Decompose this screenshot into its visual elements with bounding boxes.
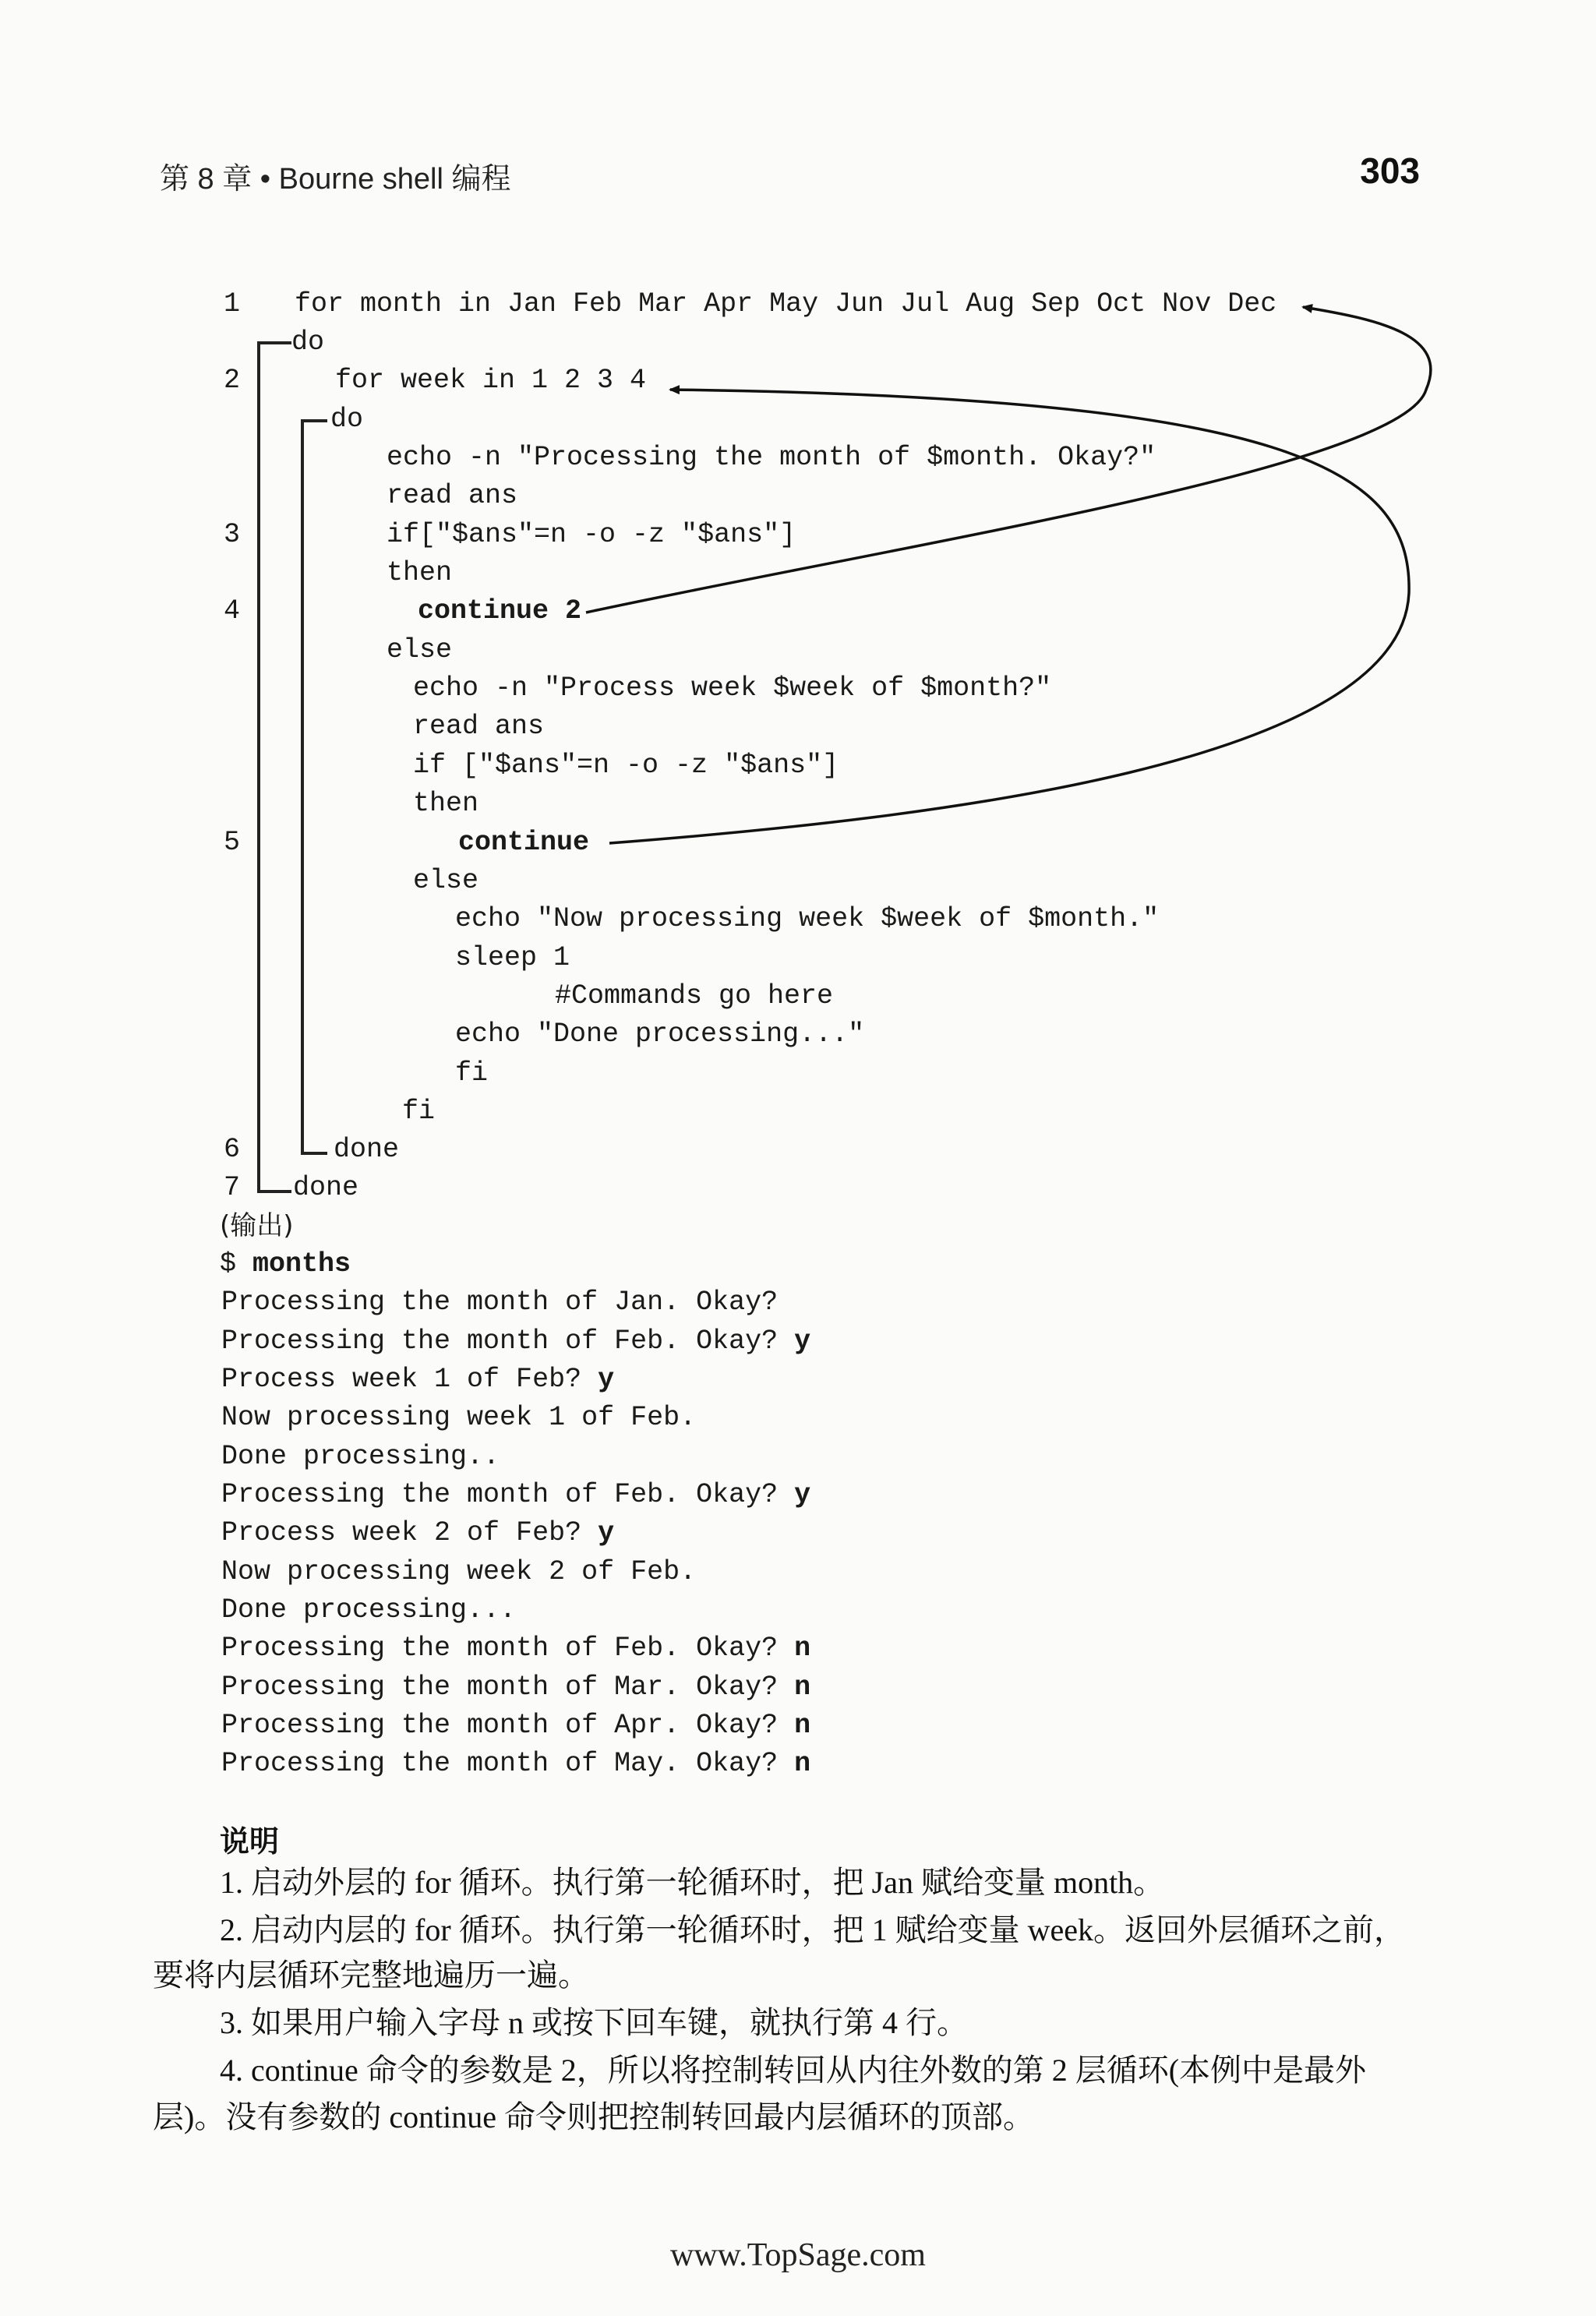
user-input: y xyxy=(598,1364,615,1395)
line-number: 3 xyxy=(224,519,241,550)
user-input: y xyxy=(794,1326,811,1357)
user-input: y xyxy=(794,1479,811,1510)
code-line: fi xyxy=(402,1096,436,1127)
user-input: n xyxy=(794,1748,811,1779)
output-line xyxy=(221,1745,810,1783)
output-line xyxy=(221,1591,516,1629)
line-number: 7 xyxy=(224,1172,241,1203)
code-line: read ans xyxy=(413,711,545,742)
note-item: 1. 启动外层的 for 循环。执行第一轮循环时，把 Jan 赋给变量 month。 xyxy=(220,1865,1165,1900)
output-text: Now processing week 2 of Feb. xyxy=(221,1556,697,1587)
code-line: done xyxy=(293,1172,359,1203)
code-line: if ["$ans"=n -o -z "$ans"] xyxy=(413,750,839,781)
code-line: echo "Done processing..." xyxy=(455,1019,865,1050)
code-line: else xyxy=(387,634,453,665)
code-line: then xyxy=(387,557,453,588)
line-number: 2 xyxy=(224,365,241,396)
user-input: n xyxy=(794,1710,811,1741)
notes-title: 说明 xyxy=(220,1824,280,1859)
line-number: 6 xyxy=(224,1134,241,1165)
code-line: echo -n "Process week $week of $month?" xyxy=(413,673,1052,704)
code-line: if["$ans"=n -o -z "$ans"] xyxy=(387,519,796,550)
note-item: 3. 如果用户输入字母 n 或按下回车键，就执行第 4 行。 xyxy=(220,2005,968,2040)
code-line: for month in Jan Feb Mar Apr May Jun Jul Aug Sep Oct Nov Dec xyxy=(295,288,1277,320)
output-text: Processing the month of Jan. Okay? xyxy=(221,1287,779,1318)
output-line xyxy=(221,1322,810,1361)
note-item: 层)。没有参数的 continue 命令则把控制转回最内层循环的顶部。 xyxy=(153,2099,1035,2134)
output-line xyxy=(221,1361,614,1399)
code-line: read ans xyxy=(387,480,518,511)
note-item: 2. 启动内层的 for 循环。执行第一轮循环时，把 1 赋给变量 week。返回外层循环之前， xyxy=(220,1912,1406,1947)
output-text: Processing the month of Feb. Okay? xyxy=(221,1633,795,1664)
continue-arrow xyxy=(609,390,1409,843)
output-text: Process week 1 of Feb? xyxy=(221,1364,598,1395)
note-item: 要将内层循环完整地遍历一遍。 xyxy=(153,1958,589,1993)
page-number: 303 xyxy=(1360,150,1420,191)
code-line: do xyxy=(330,404,364,435)
output-line xyxy=(221,1514,614,1552)
code-line: else xyxy=(413,865,479,896)
line-number: 5 xyxy=(224,827,241,858)
code-line: echo -n "Processing the month of $month. Okay?" xyxy=(387,442,1156,473)
user-input: n xyxy=(794,1672,811,1703)
code-line: do xyxy=(291,327,325,358)
output-line xyxy=(221,1707,810,1745)
footer-url: www.TopSage.com xyxy=(670,2237,926,2273)
user-input: n xyxy=(794,1633,811,1664)
chapter-header: 第 8 章 • Bourne shell 编程 xyxy=(160,163,511,196)
output-text: Done processing.. xyxy=(221,1441,500,1472)
line-number: 4 xyxy=(224,595,241,627)
output-line xyxy=(221,1399,696,1437)
code-line: #Commands go here xyxy=(555,980,834,1011)
code-line-bold: continue 2 xyxy=(418,595,582,627)
shell-prompt-line xyxy=(220,1245,351,1283)
output-line xyxy=(221,1283,778,1322)
code-line: done xyxy=(334,1134,400,1165)
shell-prompt: $ xyxy=(220,1248,253,1280)
output-text: Processing the month of Apr. Okay? xyxy=(221,1710,795,1741)
code-line: sleep 1 xyxy=(455,942,570,973)
shell-command: months xyxy=(252,1248,351,1280)
control-flow-arrows xyxy=(0,0,1596,935)
user-input: y xyxy=(598,1517,615,1548)
output-line xyxy=(221,1668,810,1707)
output-line xyxy=(221,1629,810,1668)
code-line: fi xyxy=(455,1057,489,1089)
output-text: Processing the month of Mar. Okay? xyxy=(221,1672,795,1703)
output-label: (输出) xyxy=(220,1210,294,1241)
code-line: for week in 1 2 3 4 xyxy=(335,365,647,396)
code-line-bold: continue xyxy=(458,827,590,858)
output-text: Done processing... xyxy=(221,1594,517,1626)
output-line xyxy=(221,1476,810,1514)
output-text: Process week 2 of Feb? xyxy=(221,1517,598,1548)
output-text: Processing the month of Feb. Okay? xyxy=(221,1326,795,1357)
code-line: echo "Now processing week $week of $month." xyxy=(455,903,1160,934)
line-number: 1 xyxy=(224,288,241,320)
code-line: then xyxy=(413,788,479,819)
note-item: 4. continue 命令的参数是 2，所以将控制转回从内往外数的第 2 层循环(本例中是最外 xyxy=(220,2053,1367,2088)
output-text: Processing the month of May. Okay? xyxy=(221,1748,795,1779)
output-line xyxy=(221,1553,696,1591)
output-text: Now processing week 1 of Feb. xyxy=(221,1402,697,1433)
output-text: Processing the month of Feb. Okay? xyxy=(221,1479,795,1510)
output-line xyxy=(221,1438,500,1476)
